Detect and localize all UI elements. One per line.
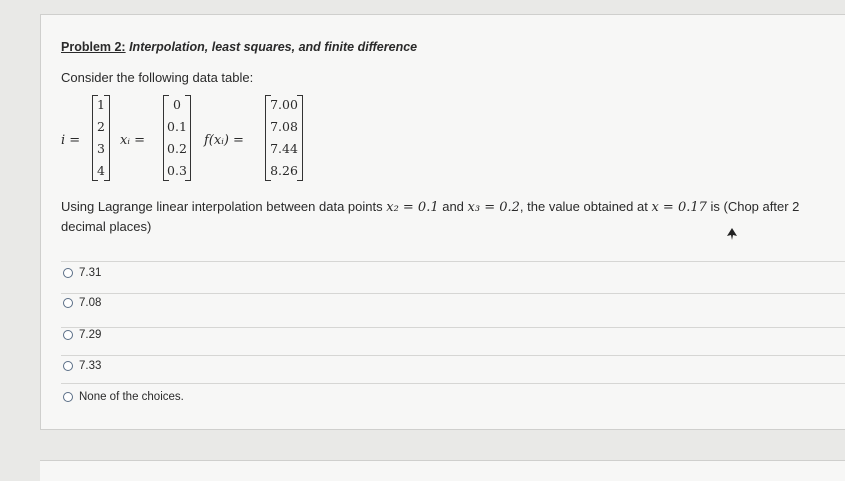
i-value: 3 [97, 141, 105, 156]
x-value: 0.1 [167, 119, 187, 134]
option-7-31[interactable] [63, 267, 101, 279]
radio-button[interactable] [63, 298, 73, 308]
question-part: is (Chop after 2 decimal places) [61, 199, 800, 234]
option-label: 7.08 [79, 297, 102, 309]
radio-button[interactable] [63, 268, 73, 278]
i-value: 2 [97, 119, 105, 134]
question-text [61, 197, 831, 236]
f-value: 7.08 [270, 119, 298, 134]
i-matrix [92, 95, 110, 181]
f-matrix [265, 95, 303, 181]
option-none[interactable] [63, 391, 184, 403]
option-7-08[interactable] [63, 297, 101, 309]
option-7-29[interactable] [63, 329, 101, 341]
x-value: 0.2 [167, 141, 187, 156]
divider [61, 327, 845, 328]
question-part: Using Lagrange linear interpolation between data points [61, 199, 387, 214]
divider [61, 261, 845, 262]
f-value: 7.44 [270, 141, 298, 156]
i-value: 1 [97, 97, 105, 112]
option-label: 7.33 [79, 360, 102, 372]
radio-button[interactable] [63, 361, 73, 371]
x-matrix [163, 95, 191, 181]
x-value: 0.3 [167, 163, 187, 178]
problem-title [61, 40, 417, 54]
arrow-cursor-icon [727, 228, 737, 240]
question-part: and [438, 199, 468, 214]
problem-intro: Consider the following data table: [61, 70, 254, 85]
option-7-33[interactable] [63, 360, 101, 372]
i-value: 4 [97, 163, 105, 178]
option-label: None of the choices. [79, 391, 184, 403]
f-value: 7.00 [270, 97, 298, 112]
math-x: x = 0.17 [651, 200, 707, 215]
divider [61, 293, 845, 294]
question-part: , the value obtained at [519, 199, 652, 214]
x-label: xᵢ = [120, 133, 145, 148]
f-value: 8.26 [270, 163, 298, 178]
radio-button[interactable] [63, 330, 73, 340]
math-x3: x₃ = 0.2 [467, 200, 520, 215]
f-label: f(xᵢ) = [204, 133, 244, 148]
divider [61, 383, 845, 384]
problem-number: Problem 2: [61, 40, 126, 54]
math-x2: x₂ = 0.1 [386, 200, 439, 215]
option-label: 7.31 [79, 267, 102, 279]
next-question-card [40, 460, 845, 481]
divider [61, 355, 845, 356]
x-value: 0 [173, 97, 181, 112]
option-label: 7.29 [79, 329, 102, 341]
question-card [40, 14, 845, 430]
radio-button[interactable] [63, 392, 73, 402]
problem-topic: Interpolation, least squares, and finite difference [125, 40, 418, 54]
i-label: i = [61, 133, 81, 148]
